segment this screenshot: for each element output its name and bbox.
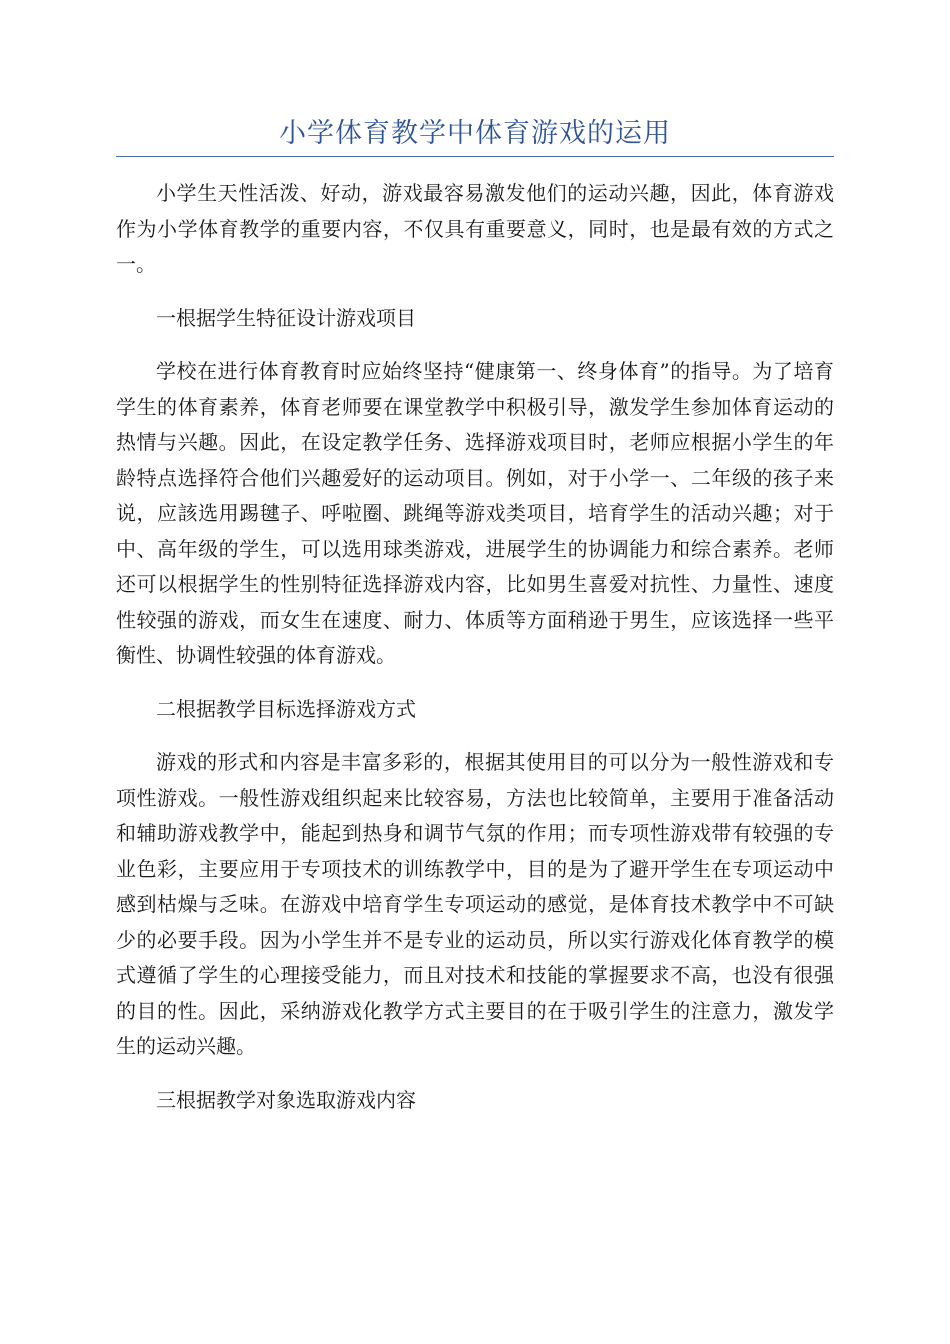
document-body xyxy=(116,176,834,1136)
document-title: 小学体育教学中体育游戏的运用 xyxy=(279,118,671,149)
section-heading-2: 二根据教学目标选择游戏方式 xyxy=(156,696,416,721)
intro-paragraph: 小学生天性活泼、好动，游戏最容易激发他们的运动兴趣，因此，体育游戏作为小学体育教学的重要内容，不仅具有重要意义，同时，也是最有效的方式之一。 xyxy=(116,181,834,276)
section-heading-1: 一根据学生特征设计游戏项目 xyxy=(156,305,416,330)
title-block xyxy=(116,112,834,157)
section-1-paragraph: 学校在进行体育教育时应始终坚持“健康第一、终身体育”的指导。为了培育学生的体育素养，体育老师要在课堂教学中积极引导，激发学生参加体育运动的热情与兴趣。因此，在设定教学任务、选择游戏项目时，老师应根据小学生的年龄特点选择符合他们兴趣爱好的运动项目。例如，对于小学一、二年级的孩子来说，应該选用踢毽子、呼啦圈、跳绳等游戏类项目，培育学生的活动兴趣；对于中、高年级的学生，可以选用球类游戏，进展学生的协调能力和综合素养。老师还可以根据学生的性别特征选择游戏内容，比如男生喜爱对抗性、力量性、速度性较强的游戏，而女生在速度、耐力、体质等方面稍逊于男生，应该选择一些平衡性、协调性较强的体育游戏。 xyxy=(116,359,834,667)
section-heading-3: 三根据教学对象选取游戏内容 xyxy=(156,1087,416,1112)
section-2-paragraph: 游戏的形式和内容是丰富多彩的，根据其使用目的可以分为一般性游戏和专项性游戏。一般性游戏组织起来比较容易，方法也比较简单，主要用于准备活动和辅助游戏教学中，能起到热身和调节气氛的作用；而专项性游戏带有较强的专业色彩，主要应用于专项技术的训练教学中，目的是为了避开学生在专项运动中感到枯燥与乏味。在游戏中培育学生专项运动的感觉，是体育技术教学中不可缺少的必要手段。因为小学生并不是专业的运动员，所以实行游戏化体育教学的模式遵循了学生的心理接受能力，而且对技术和技能的掌握要求不高，也没有很强的目的性。因此，采纳游戏化教学方式主要目的在于吸引学生的注意力，激发学生的运动兴趣。 xyxy=(116,750,834,1058)
